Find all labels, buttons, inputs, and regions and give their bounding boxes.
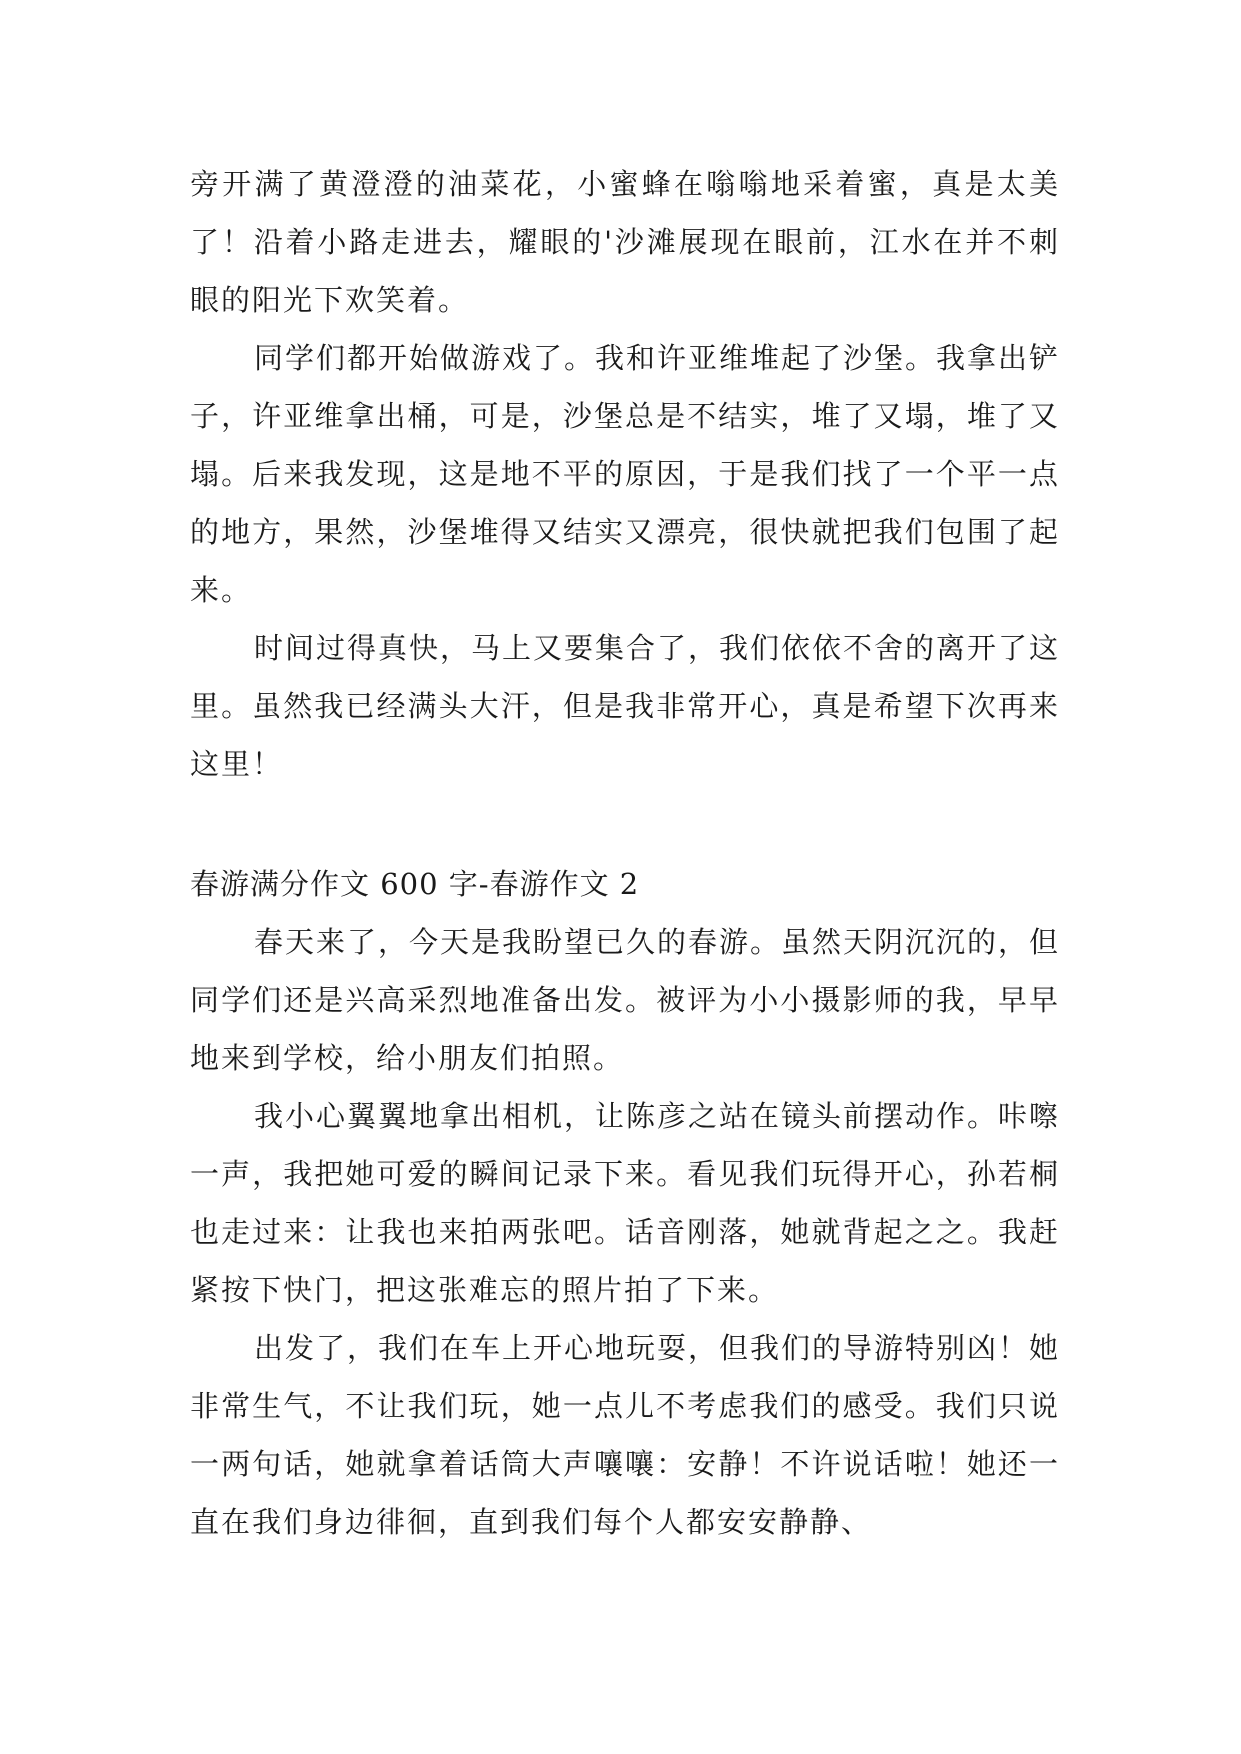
paragraph-bus-guide: 出发了，我们在车上开心地玩耍，但我们的导游特别凶！她非常生气，不让我们玩，她一点儿不考虑我们的感受。我们只说一两句话，她就拿着话筒大声嚷嚷：安静！不许说话啦！她还一直在我们身边徘徊，直到我们每个人都安安静静、 bbox=[190, 1331, 1061, 1539]
section-title: 春游满分作文 600 字-春游作文 2 bbox=[190, 867, 640, 901]
paragraph-continuation: 旁开满了黄澄澄的油菜花，小蜜蜂在嗡嗡地采着蜜，真是太美了！沿着小路走进去，耀眼的'沙滩展现在眼前，江水在并不刺眼的阳光下欢笑着。 bbox=[190, 167, 1060, 317]
section-gap bbox=[190, 793, 1060, 855]
document-body bbox=[190, 155, 1060, 1551]
paragraph-camera: 我小心翼翼地拿出相机，让陈彦之站在镜头前摆动作。咔嚓一声，我把她可爱的瞬间记录下来。看见我们玩得开心，孙若桐也走过来：让我也来拍两张吧。话音刚落，她就背起之之。我赶紧按下快门，把这张难忘的照片拍了下来。 bbox=[190, 1099, 1061, 1307]
paragraph-leaving: 时间过得真快，马上又要集合了，我们依依不舍的离开了这里。虽然我已经满头大汗，但是我非常开心，真是希望下次再来这里！ bbox=[190, 631, 1061, 781]
paragraph-spring-arrives: 春天来了，今天是我盼望已久的春游。虽然天阴沉沉的，但同学们还是兴高采烈地准备出发。被评为小小摄影师的我，早早地来到学校，给小朋友们拍照。 bbox=[190, 925, 1061, 1075]
paragraph-sandcastle: 同学们都开始做游戏了。我和许亚维堆起了沙堡。我拿出铲子，许亚维拿出桶，可是，沙堡总是不结实，堆了又塌，堆了又塌。后来我发现，这是地不平的原因，于是我们找了一个平一点的地方，果然，沙堡堆得又结实又漂亮，很快就把我们包围了起来。 bbox=[190, 341, 1061, 607]
